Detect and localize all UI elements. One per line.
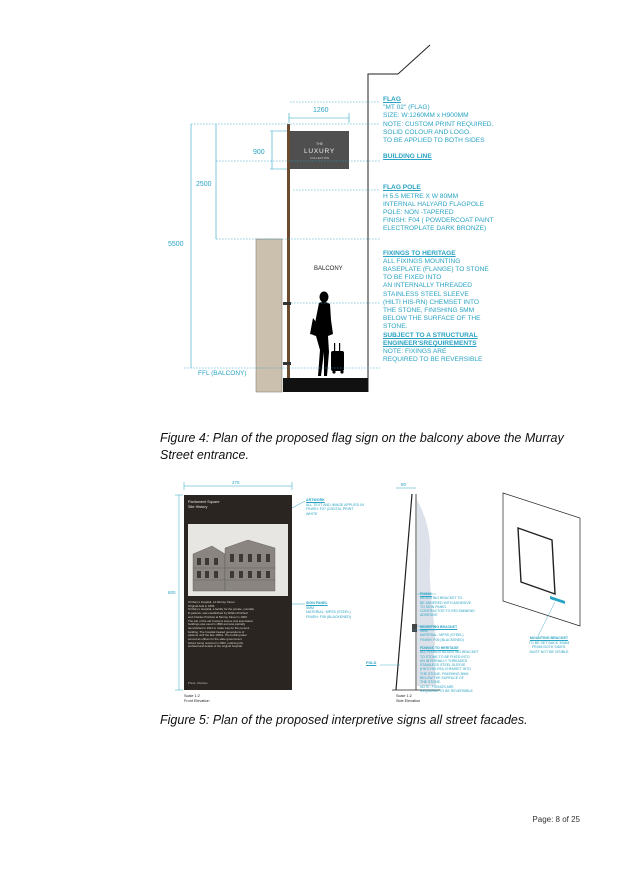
sign-panel-title: SIGN PANEL	[306, 601, 328, 605]
fixings-note-line-8: BELOW THE SURFACE OF THE	[383, 315, 481, 323]
iso-lines	[512, 641, 586, 655]
fixings-note-line-9: STONE.	[383, 323, 408, 331]
flag-text-collection: COLLECTION	[309, 156, 330, 160]
panel-body-line-1: St Mary's Hospital, 1A Murray Street	[188, 600, 235, 604]
sign-panel-note-line-3: FINISH: F06 (BLACKENED)	[306, 614, 352, 619]
note-structural-lines	[383, 332, 533, 365]
figure-4-notes	[383, 96, 533, 364]
sign-panel-note-line-1: 5MM	[306, 605, 314, 610]
heritage-note-line-9: NOTE: FIXINGS ARE	[420, 684, 454, 689]
panel-body-line-3: St Mary's Hospital, a facility for the private, mentally	[188, 607, 255, 612]
balcony-label: BALCONY	[314, 266, 343, 272]
panel-body-line-11: served as offices for the state government	[188, 637, 242, 642]
page-number: Page: 8 of 25	[532, 815, 580, 824]
iso-note-line-2: FROM BOTH SIDES.	[531, 645, 567, 649]
structural-note-line-4: REQUIRED TO BE REVERSIBLE	[383, 356, 483, 364]
pole-note-line-3: POLE: NON -TAPERED	[383, 209, 454, 217]
artwork-title: ARTWORK	[306, 498, 325, 502]
heritage-title: FIXINGS TO HERITAGE	[420, 645, 459, 650]
heritage-note-line-5: (HILTI HIS-RN) CHEMSET INTO	[420, 667, 471, 672]
pole-bracket-bottom	[283, 362, 291, 365]
side-notes	[420, 592, 496, 693]
heritage-note-line-4: STAINLESS STEEL SLEEVE	[420, 663, 466, 668]
structural-note-line-1: SUBJECT TO A STRUCTURAL	[383, 331, 478, 339]
panel-body-line-13: architectural details of the original hospital.	[188, 644, 243, 649]
panel-body-line-8: demolished in 1911 to make way for the present	[188, 625, 250, 630]
pole-bracket-top	[283, 302, 291, 305]
dim-side-depth: 80	[401, 482, 407, 487]
floor-slab	[283, 378, 368, 392]
fixing-note-line-3: TO SIGN PANEL	[420, 604, 447, 609]
panel-body-line-4: ill patients, was established by Willam Pritchett	[188, 611, 248, 616]
note-fixings-title: FIXINGS TO HERITAGE	[383, 249, 456, 257]
fixing-note-line-5: ADHESIVE	[420, 613, 438, 618]
note-building-line: BUILDING LINE	[383, 153, 432, 161]
heritage-note-line-8: THE STONE.	[420, 680, 441, 685]
structural-note-line-2: ENGINEER'SREQUIREMENTS	[383, 339, 477, 347]
note-fixings-lines	[383, 258, 533, 332]
dim-900: 900	[253, 149, 265, 156]
flag-text-the: THE	[316, 142, 323, 146]
flag-note-line-5: TO BE APPLIED TO BOTH SIDES	[383, 137, 485, 145]
bracket-note-line-3: FINISH: F06 (BLACKENED)	[420, 637, 464, 642]
front-scale-text: Scale 1:2	[184, 694, 200, 698]
fixings-note-line-1: ALL FIXINGS MOUNTING	[383, 257, 461, 265]
dim-2500: 2500	[196, 181, 212, 188]
iso-notes	[512, 636, 586, 654]
flag-pole	[287, 124, 290, 378]
fixings-note-line-5: STAINLESS STEEL SLEEVE	[383, 290, 469, 298]
artwork-lines	[306, 503, 376, 517]
heritage-note-line-10: REQUIRED TO BE REVERSIBLE	[420, 688, 473, 693]
panel-body	[188, 601, 288, 649]
fixing-title: FIXING	[420, 592, 432, 596]
panel-title-line-1: Parliament Square	[188, 500, 220, 504]
dim-5500: 5500	[168, 241, 184, 248]
heritage-note-line-1: ALL FIXINGS MOUNTING BRACKET	[420, 650, 479, 655]
artwork-note-line-2: FINISH: F07 (DIGITAL PRINT	[306, 507, 354, 512]
panel-body-line-7: buildings was used in 1896 and was partially	[188, 622, 246, 627]
pole-note-line-4: FINISH: F04 ( POWDERCOAT PAINT	[383, 217, 494, 225]
fold-label: FOLD	[366, 661, 377, 665]
note-pole-lines	[383, 193, 533, 234]
pole-note-line-2: INTERNAL HALYARD FLAGPOLE	[383, 200, 485, 208]
artwork-note-line-3: WHITE	[306, 511, 318, 516]
front-scale	[184, 694, 210, 703]
fixing-note-line-2: BE ADHERED WITH ADHESIVE	[420, 600, 471, 605]
bracket-note-line-1: 5MM	[420, 629, 428, 634]
dim-ffl: FFL (BALCONY)	[198, 370, 247, 377]
bracket-note-line-2: MATERIAL: MPSS (STEEL)	[420, 633, 464, 638]
flag-text-luxury: LUXURY	[303, 148, 336, 155]
fixings-note-line-2: BASEPLATE (FLANGE) TO STONE	[383, 266, 489, 274]
note-flag-lines	[383, 104, 533, 145]
panel-credit: Photo: Libraries	[188, 681, 208, 685]
bracket-title: MOUNTING BRACKET	[420, 624, 458, 629]
panel-title-line-2: Site History	[188, 505, 208, 509]
figure-5-caption: Figure 5: Plan of the proposed interpretive signs all street facades.	[160, 713, 528, 727]
side-scale-text: Scale 1:2	[396, 694, 412, 698]
panel-body-line-12: before being restored in 2000, retaining the	[188, 640, 244, 645]
artwork-note-line-1: ALL TEXT AND IMAGE APPLIED IN	[306, 502, 364, 507]
panel-header	[188, 500, 288, 510]
heritage-note-line-7: BELOW THE SURFACE OF	[420, 676, 464, 681]
heritage-note-line-2: TO STONE TO BE FIXED INTO	[420, 654, 470, 659]
sign-panel-notes	[306, 601, 376, 619]
dim-1260: 1260	[313, 107, 329, 114]
front-view-text: Front Elevation	[184, 698, 210, 703]
side-panel	[396, 494, 412, 690]
iso-note-line-1: TO BE SET BACK 30MM	[528, 640, 570, 645]
side-view-text: Side Elevation	[396, 698, 421, 703]
balcony-wall	[256, 239, 282, 392]
heritage-lines	[420, 650, 496, 693]
panel-body-line-10: patients until the late 1960s. The building later	[188, 633, 247, 638]
fixings-note-line-3: TO BE FIXED INTO	[383, 274, 442, 282]
bracket-lines	[420, 629, 496, 642]
heritage-note-line-6: THE STONE, FINISHING 5MM	[420, 671, 469, 676]
flag-note-line-3: NOTE: CUSTOM PRINT REQUIRED.	[383, 120, 494, 128]
panel-body-line-6: The site of the old Customs House and associated	[188, 618, 253, 623]
iso-title: MOUNTING BRACKET	[529, 636, 569, 640]
sign-panel-note-line-2: MATERIAL: MPSS (STEEL)	[306, 610, 351, 615]
fixing-note-line-4: CONTRACTOR TO RECOMMEND	[420, 609, 475, 614]
heritage-note-line-3: AN INTERNALLY THREADED	[420, 658, 468, 663]
panel-body-line-2: Original built in 1896	[188, 603, 215, 608]
sign-panel-lines	[306, 606, 376, 620]
fixings-note-line-4: AN INTERNALLY THREADED	[383, 282, 473, 290]
dim-front-height: 800	[168, 590, 176, 595]
pole-note-line-1: H 5.5 METRE X W 80MM	[383, 192, 459, 200]
fixings-note-line-7: THE STONE, FINISHING 5MM	[383, 307, 475, 315]
panel-body-line-9: building. The hospital treated generations of	[188, 629, 245, 634]
fixing-lines	[420, 596, 496, 617]
side-scale	[396, 694, 420, 703]
dim-front-width: 275	[232, 480, 240, 485]
flag-note-line-4: SOLID COLOUR AND LOGO.	[383, 128, 471, 136]
note-pole-title: FLAG POLE	[383, 184, 421, 192]
pole-note-line-5: ELECTROPLATE DARK BRONZE)	[383, 225, 487, 233]
flag-note-line-2: SIZE: W:1260MM x H900MM	[383, 112, 469, 120]
iso-note-line-3: MUST NOT BE VISIBLE	[529, 649, 569, 654]
person-silhouette	[310, 292, 344, 377]
flag-note-line-1: "MT 02" (FLAG)	[383, 104, 430, 112]
fixing-note-line-1: MOUNTING BRACKET TO	[420, 596, 463, 601]
figure-4-caption: Figure 4: Plan of the proposed flag sign on the balcony above the Murray Street entrance.	[160, 431, 564, 462]
note-flag-title: FLAG	[383, 96, 401, 103]
front-notes	[306, 498, 376, 516]
panel-body-line-5: and Charles Pritchett at Murray Street in 1900.	[188, 614, 248, 619]
structural-note-line-3: NOTE: FIXINGS ARE	[383, 348, 447, 356]
side-bracket	[412, 624, 417, 632]
fixings-note-line-6: (HILTI HIS-RN) CHEMSET INTO	[383, 298, 479, 306]
